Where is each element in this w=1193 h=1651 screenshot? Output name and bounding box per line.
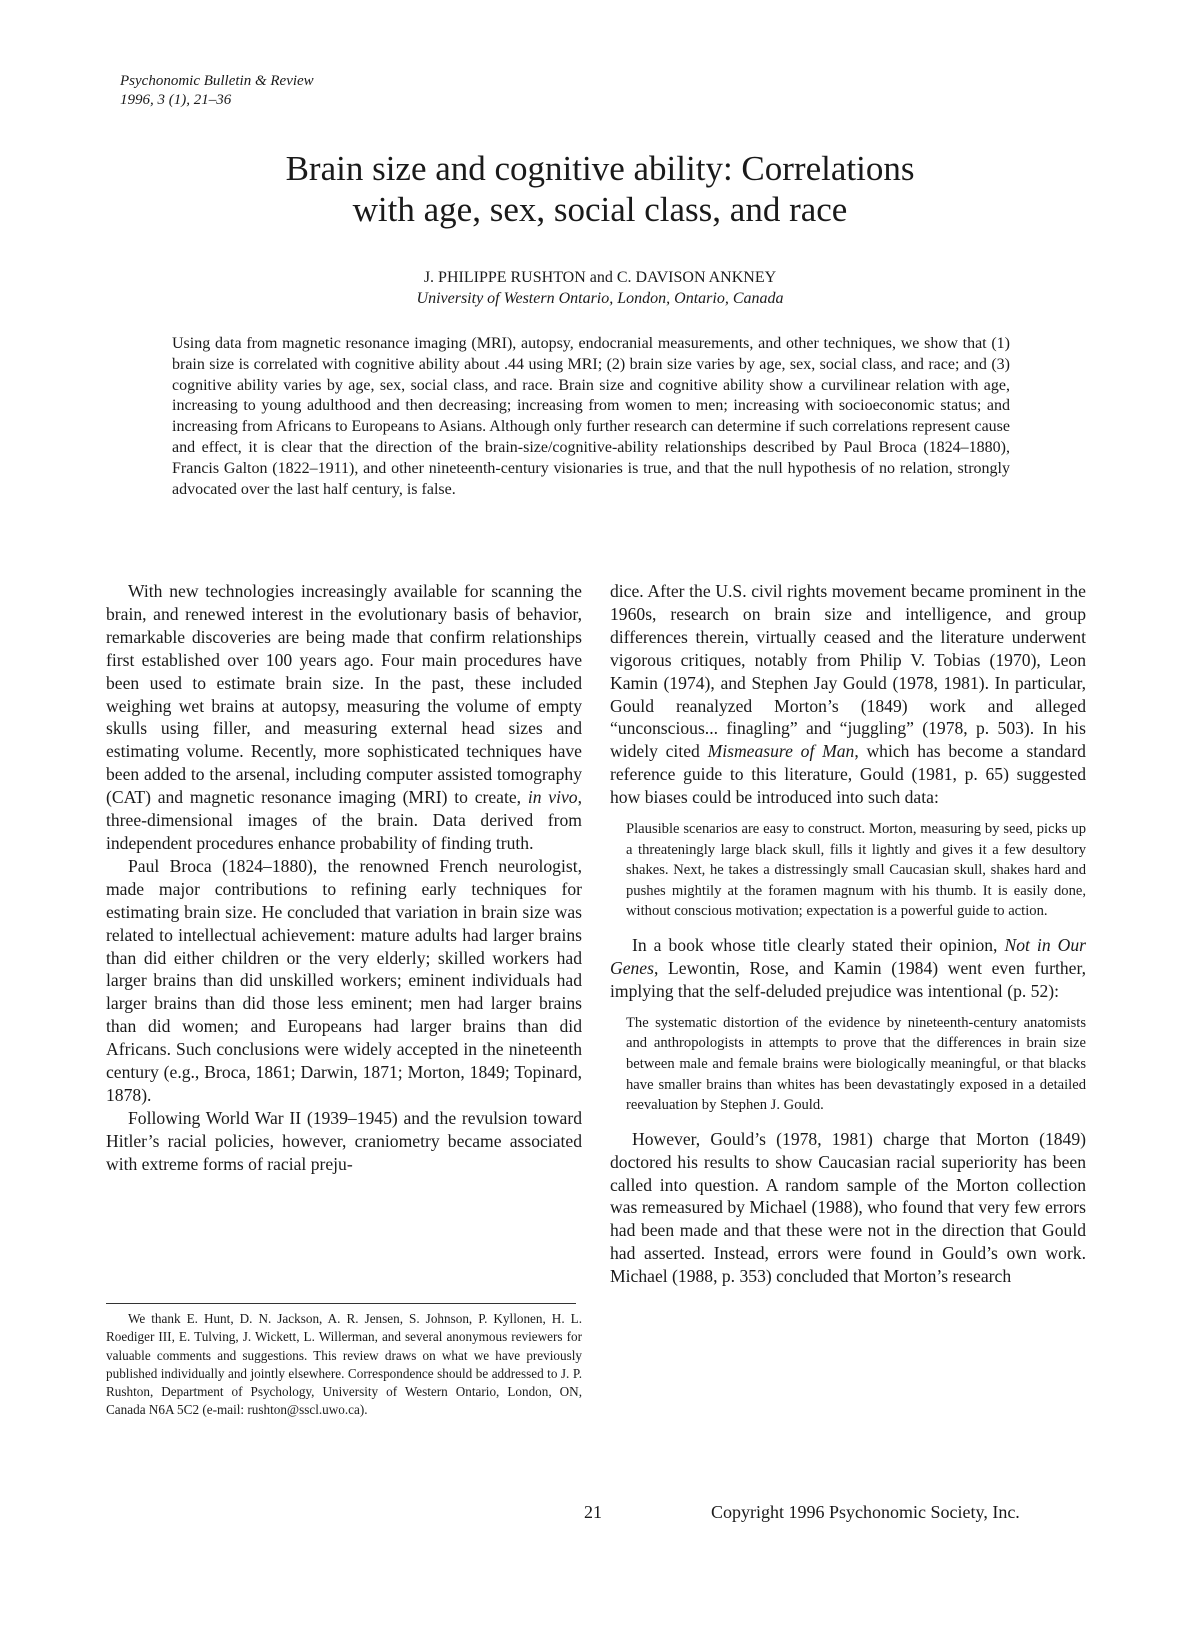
block-quote-1: Plausible scenarios are easy to construct. Morton, measuring by seed, picks up a threateningly large black skull, fills it lightly and gives it a few desultory shakes. Next, he takes a distressingly small Caucasian skull, shakes hard and pushes mightily at the foramen magnum with his thumb. It is easily done, without conscious motivation; expectation is a powerful guide to action. xyxy=(626,821,1086,920)
right-column xyxy=(610,580,1086,1288)
footnote xyxy=(106,1303,582,1420)
journal-citation: 1996, 3 (1), 21–36 xyxy=(120,92,232,108)
title-line-1: Brain size and cognitive ability: Correlations xyxy=(285,149,915,188)
left-paragraph-1: With new technologies increasingly available for scanning the brain, and renewed interest in the evolutionary basis of behavior, remarkable discoveries are being made that confirm relationships first established over 100 years ago. Four main procedures have been used to estimate brain size. In the past, these included weighing wet brains at autopsy, measuring the volume of empty skulls using filler, and measuring external head sizes and estimating volume. Recently, more sophisticated techniques have been added to the arsenal, including computer assisted tomography (CAT) and magnetic resonance imaging (MRI) to create, in vivo, three-dimensional images of the brain. Data derived from independent procedures enhance probability of finding truth. xyxy=(106,581,582,853)
right-paragraph-2: In a book whose title clearly stated their opinion, Not in Our Genes, Lewontin, Rose, and Kamin (1984) went even further, implying that the self-deluded prejudice was intentional (p. 52): xyxy=(610,935,1086,1001)
footnote-text: We thank E. Hunt, D. N. Jackson, A. R. Jensen, S. Johnson, P. Kyllonen, H. L. Roediger III, E. Tulving, J. Wickett, L. Willerman, and several anonymous reviewers for valuable comments and suggestions. This review draws on what we have previously published individually and jointly elsewhere. Correspondence should be addressed to J. P. Rushton, Department of Psychology, University of Western Ontario, London, ON, Canada N6A 5C2 (e-mail: rushton@sscl.uwo.ca). xyxy=(106,1311,582,1418)
page-number: 21 xyxy=(584,1502,602,1522)
left-paragraph-2: Paul Broca (1824–1880), the renowned French neurologist, made major contributions to refining early techniques for estimating brain size. He concluded that variation in brain size was related to intellectual achievement: mature adults had larger brains than did either children or the very elderly; skilled workers had larger brains than did unskilled workers; eminent individuals had larger brains than did those less eminent; men had larger brains than did women; and Europeans had larger brains than did Africans. Such conclusions were widely accepted in the nineteenth century (e.g., Broca, 1861; Darwin, 1871; Morton, 1849; Topinard, 1878). xyxy=(106,855,582,1105)
abstract: Using data from magnetic resonance imaging (MRI), autopsy, endocranial measurements, and other techniques, we show that (1) brain size is correlated with cognitive ability about .44 using MRI; (2) brain size varies by age, sex, social class, and race; and (3) cognitive ability varies by age, sex, social class, and race. Brain size and cognitive ability show a curvilinear relation with age, increasing to young adulthood and then decreasing; increasing from women to men; increasing with socioeconomic status; and increasing from Africans to Europeans to Asians. Although only further research can determine if such correlations represent cause and effect, it is clear that the direction of the brain-size/cognitive-ability relationships described by Paul Broca (1824–1880), Francis Galton (1822–1911), and other nineteenth-century visionaries is true, and that the null hypothesis of no relation, strongly advocated over the last half century, is false. xyxy=(172,335,1010,498)
block-quote-2: The systematic distortion of the evidence by nineteenth-century anatomists and anthropologists in attempts to prove that the differences in brain size between male and female brains were biologically meaningful, or that blacks have smaller brains than whites has been devastatingly exposed in a detailed reevaluation by Stephen J. Gould. xyxy=(626,1014,1086,1114)
left-paragraph-3: Following World War II (1939–1945) and the revulsion toward Hitler’s racial policies, however, craniometry became associated with extreme forms of racial preju- xyxy=(106,1107,582,1174)
journal-header xyxy=(120,72,314,110)
right-paragraph-1: dice. After the U.S. civil rights movement became prominent in the 1960s, research on brain size and intelligence, and group differences therein, virtually ceased and the literature underwent vigorous critiques, notably from Philip V. Tobias (1970), Leon Kamin (1974), and Stephen Jay Gould (1978, 1981). In particular, Gould reanalyzed Morton’s (1849) work and alleged “unconscious... finagling” and “juggling” (1978, p. 503). In his widely cited Mismeasure of Man, which has become a standard reference guide to this literature, Gould (1981, p. 65) suggested how biases could be introduced into such data: xyxy=(610,581,1086,808)
footnote-rule xyxy=(106,1303,576,1304)
left-column xyxy=(106,580,582,1176)
authors: J. PHILIPPE RUSHTON and C. DAVISON ANKNEY xyxy=(423,269,777,286)
right-paragraph-3: However, Gould’s (1978, 1981) charge that Morton (1849) doctored his results to show Caucasian racial superiority has been called into question. A random sample of the Morton collection was remeasured by Michael (1988), who found that very few errors had been made and that these were not in the direction that Gould had asserted. Instead, errors were found in Gould’s own work. Michael (1988, p. 353) concluded that Morton’s research xyxy=(610,1128,1086,1287)
title-line-2: with age, sex, social class, and race xyxy=(352,190,848,229)
copyright: Copyright 1996 Psychonomic Society, Inc. xyxy=(711,1502,1020,1522)
journal-name: Psychonomic Bulletin & Review xyxy=(120,73,314,89)
affiliation: University of Western Ontario, London, Ontario, Canada xyxy=(416,290,784,307)
article-title xyxy=(140,148,1060,230)
